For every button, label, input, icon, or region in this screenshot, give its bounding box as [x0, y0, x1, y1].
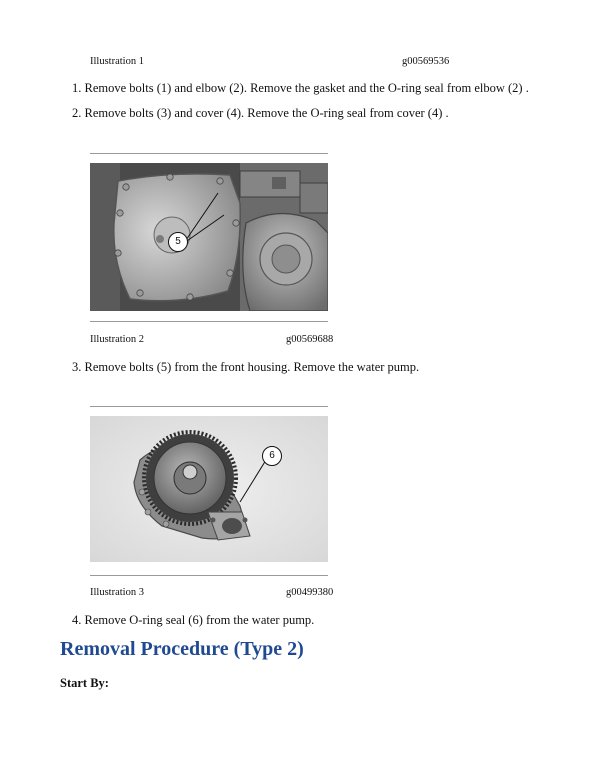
step-3	[72, 360, 419, 375]
step-3-number: 3.	[72, 360, 82, 374]
step-1	[72, 81, 529, 96]
illustration-2-bottom-rule	[90, 321, 328, 322]
step-2-text: Remove bolts (3) and cover (4). Remove the O-ring seal from cover (4) .	[84, 106, 449, 120]
callout-5: 5	[168, 232, 188, 252]
step-2-number: 2.	[72, 106, 82, 120]
step-2	[72, 106, 449, 121]
illustration-3-photo	[90, 416, 328, 562]
start-by-label: Start By:	[60, 676, 109, 690]
section-title: Removal Procedure (Type 2)	[60, 638, 304, 660]
illustration-2-label: Illustration 2	[90, 334, 144, 345]
callout-6: 6	[262, 446, 282, 466]
step-4-number: 4.	[72, 613, 82, 627]
step-4-text: Remove O-ring seal (6) from the water pump.	[84, 613, 315, 627]
illustration-3-bottom-rule	[90, 575, 328, 576]
illustration-3-code: g00499380	[286, 587, 334, 598]
illustration-1-code: g00569536	[402, 56, 450, 67]
illustration-1-label: Illustration 1	[90, 56, 144, 67]
step-1-text: Remove bolts (1) and elbow (2). Remove the gasket and the O-ring seal from elbow (2) .	[84, 81, 529, 95]
water-pump-image	[90, 416, 328, 562]
step-4	[72, 613, 314, 628]
step-3-text: Remove bolts (5) from the front housing. Remove the water pump.	[84, 360, 420, 374]
illustration-2-photo	[90, 163, 328, 311]
illustration-3-label: Illustration 3	[90, 587, 144, 598]
illustration-2-code: g00569688	[286, 334, 334, 345]
step-1-number: 1.	[72, 81, 82, 95]
illustration-2-top-rule	[90, 153, 328, 154]
engine-front-housing-image	[90, 163, 328, 311]
illustration-3-top-rule	[90, 406, 328, 407]
